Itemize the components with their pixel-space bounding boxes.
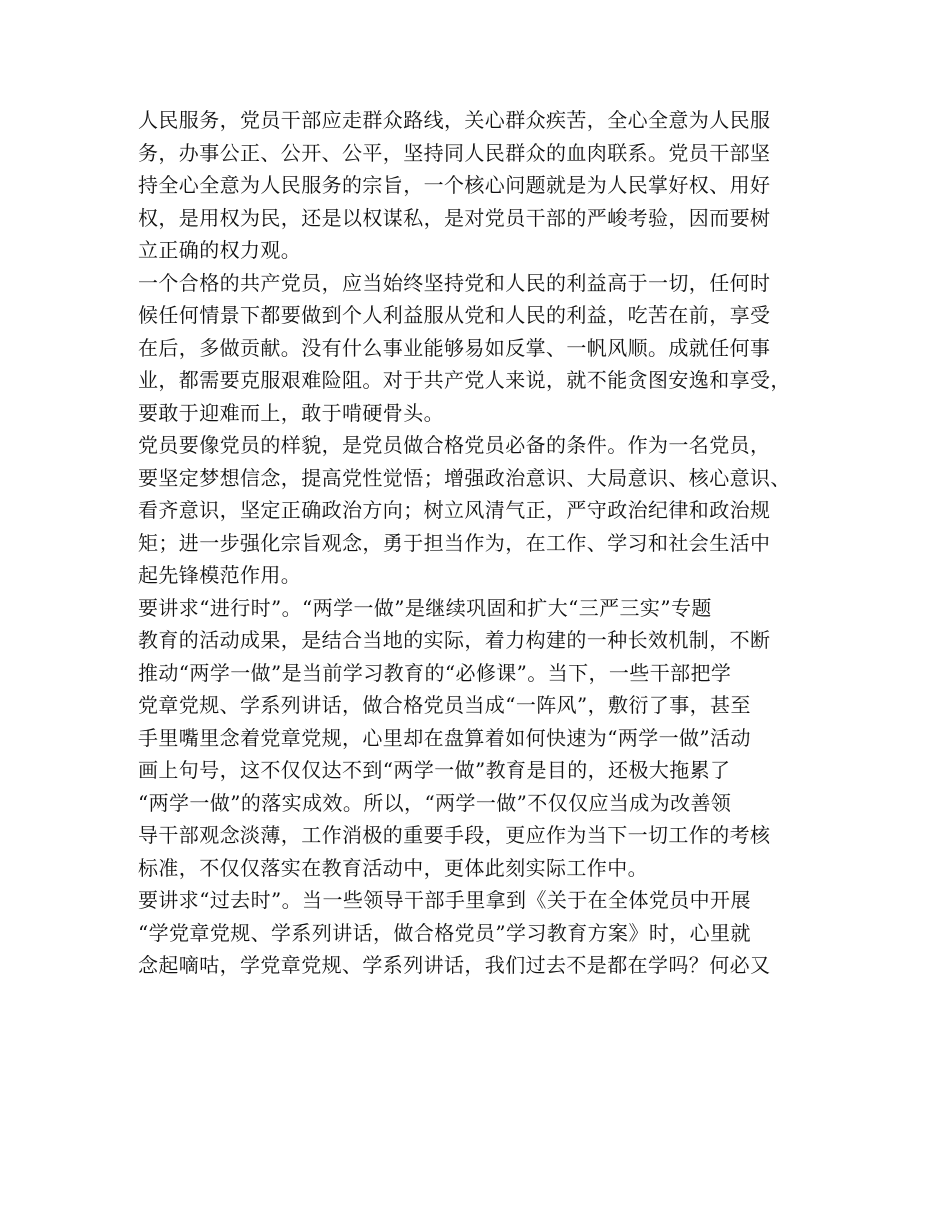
text-line: 教育的活动成果，是结合当地的实际，着力构建的一种长效机制，不断 — [138, 628, 771, 652]
text-line: 在后，多做贡献。没有什么事业能够易如反掌、一帆风顺。成就任何事 — [138, 335, 771, 360]
text-line: 一个合格的共产党员，应当始终坚持党和人民的利益高于一切，任何时 — [138, 270, 771, 295]
paragraph-5 — [138, 884, 828, 982]
text-line: 党员要像党员的样貌，是党员做合格党员必备的条件。作为一名党员， — [138, 433, 771, 457]
document-page — [138, 104, 828, 982]
text-line: 手里嘴里念着党章党规，心里却在盘算着如何快速为“两学一做”活动 — [138, 725, 751, 750]
text-line: 导干部观念淡薄，工作消极的重要手段，更应作为当下一切工作的考核 — [138, 823, 771, 847]
text-line: 要敢于迎难而上，敢于啃硬骨头。 — [138, 400, 444, 425]
text-line: 候任何情景下都要做到个人利益服从党和人民的利益，吃苦在前，享受 — [138, 303, 771, 327]
text-line: 权，是用权为民，还是以权谋私，是对党员干部的严峻考验，因而要树 — [138, 205, 771, 230]
text-line: 画上句号，这不仅仅达不到“两学一做”教育是目的，还极大拖累了 — [138, 758, 731, 782]
text-line: 推动“两学一做”是当前学习教育的“必修课”。当下，一些干部把学 — [138, 660, 732, 685]
text-line: 业，都需要克服艰难险阻。对于共产党人来说，就不能贪图安逸和享受， — [138, 368, 791, 392]
text-line: 起先锋模范作用。 — [138, 563, 302, 587]
text-line: 立正确的权力观。 — [138, 238, 302, 262]
text-line: 看齐意识，坚定正确政治方向；树立风清气正，严守政治纪律和政治规 — [138, 498, 771, 522]
text-line: 持全心全意为人民服务的宗旨，一个核心问题就是为人民掌好权、用好 — [138, 173, 771, 197]
paragraph-3 — [138, 429, 828, 592]
text-line: 要坚定梦想信念，提高党性觉悟；增强政治意识、大局意识、核心意识、 — [138, 465, 791, 490]
text-line: 要讲求“进行时”。“两学一做”是继续巩固和扩大“三严三实”专题 — [138, 595, 712, 620]
text-line: “两学一做”的落实成效。所以，“两学一做”不仅仅应当成为改善领 — [138, 790, 732, 815]
text-line: 要讲求“过去时”。当一些领导干部手里拿到《关于在全体党员中开展 — [138, 888, 751, 912]
paragraph-2 — [138, 267, 828, 430]
text-line: 务，办事公正、公开、公平，坚持同人民群众的血肉联系。党员干部坚 — [138, 140, 771, 165]
text-line: 矩；进一步强化宗旨观念，勇于担当作为，在工作、学习和社会生活中 — [138, 530, 771, 555]
text-line: 念起嘀咕，学党章党规、学系列讲话，我们过去不是都在学吗？何必又 — [138, 953, 771, 977]
text-line: 党章党规、学系列讲话，做合格党员当成“一阵风”，敷衍了事，甚至 — [138, 693, 751, 717]
text-line: “学党章党规、学系列讲话，做合格党员”学习教育方案》时，心里就 — [138, 920, 751, 945]
paragraph-4 — [138, 592, 828, 885]
paragraph-1 — [138, 104, 828, 267]
text-line: 标准，不仅仅落实在教育活动中，更体此刻实际工作中。 — [138, 855, 648, 880]
text-line: 人民服务，党员干部应走群众路线，关心群众疾苦，全心全意为人民服 — [138, 108, 771, 132]
